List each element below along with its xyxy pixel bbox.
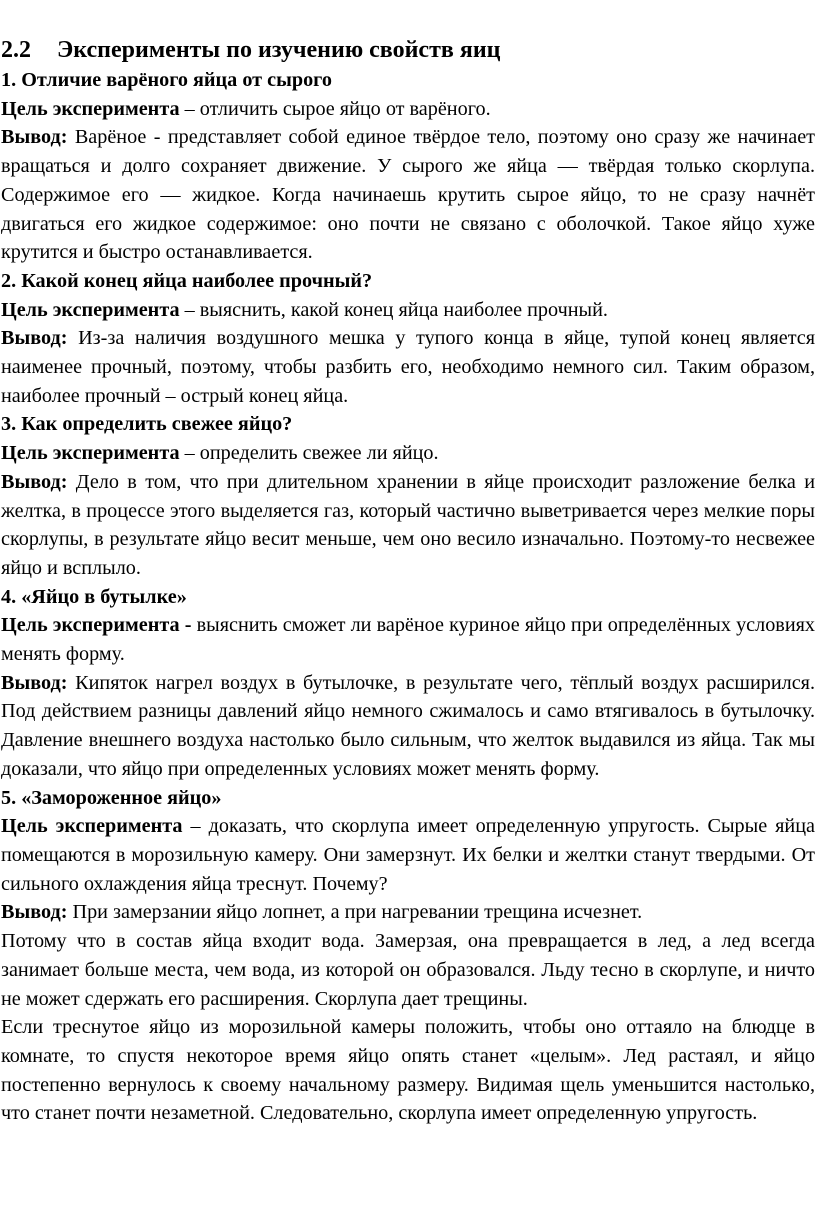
goal-text: – доказать, что скорлупа имеет определенную упругость. Сырые яйца помещаются в морозильную камеру. Они замерзнут. Их белки и желтки станут твердыми. От сильного охлаждения яйца треснут. Почему? [1,815,816,895]
goal-label: Цель эксперимента - [1,614,192,637]
section-title [1,32,815,68]
experiment-goal-4 [1,611,815,668]
result-text: При замерзании яйцо лопнет, а при нагревании трещина исчезнет. [72,901,643,924]
experiment-result-2 [1,324,815,410]
goal-text: – определить свежее ли яйцо. [184,442,439,465]
experiment-heading-2: 2. Какой конец яйца наиболее прочный? [1,269,373,292]
result-label: Вывод: [1,126,68,149]
experiment-heading-1: 1. Отличие варёного яйца от сырого [1,69,332,91]
goal-label: Цель эксперимента [1,97,180,120]
experiment-goal-1 [1,95,815,124]
experiment-goal-3 [1,439,815,468]
goal-label: Цель эксперимента [1,815,183,838]
result-text: Дело в том, что при длительном хранении в яйце происходит разложение белка и желтка, в процессе этого выделяется газ, который частично выветривается через мелкие поры скорлупы, в результате яйцо весит меньше, чем оно весило изначально. Поэтому-то несвежее яйцо и всплыло. [1,470,815,579]
goal-label: Цель эксперимента [1,442,180,465]
experiment-goal-2 [1,296,815,325]
experiment-result-5 [1,898,815,927]
experiment-heading-3: 3. Как определить свежее яйцо? [1,413,293,436]
explanation-paragraph-2: Если треснутое яйцо из морозильной камеры положить, чтобы оно оттаяло на блюдце в комнате, то спустя некоторое время яйцо опять станет «целым». Лед растаял, и яйцо постепенно вернулось к своему начальному размеру. Видимая щель уменьшится настолько, что станет почти незаметной. Следовательно, скорлупа имеет определенную упругость. [1,1016,815,1125]
section-title-text: Эксперименты по изучению свойств яиц [57,37,501,63]
result-label: Вывод: [1,470,68,493]
experiment-heading-5: 5. «Замороженное яйцо» [1,786,222,809]
explanation-paragraph-1: Потому что в состав яйца входит вода. Замерзая, она превращается в лед, а лед всегда занимает больше места, чем вода, из которой он образовался. Льду тесно в скорлупе, и ничто не может сдержать его расширения. Скорлупа дает трещины. [1,930,815,1010]
experiment-result-1 [1,123,815,267]
experiment-result-3 [1,468,815,583]
result-text: Из-за наличия воздушного мешка у тупого конца в яйце, тупой конец является наименее прочный, поэтому, чтобы разбить его, необходимо немного сил. Таким образом, наиболее прочный – острый конец яйца. [1,327,816,407]
experiment-heading-4: 4. «Яйцо в бутылке» [1,585,187,608]
result-label: Вывод: [1,901,68,924]
experiment-goal-5 [1,812,815,898]
section-number: 2.2 [1,37,31,63]
goal-text: – отличить сырое яйцо от варёного. [184,97,491,120]
goal-label: Цель эксперимента [1,298,180,321]
result-text: Кипяток нагрел воздух в бутылочке, в результате чего, тёплый воздух расширился. Под действием разницы давлений яйцо немного сжималось и само втягивалось в бутылочку. Давление внешнего воздуха настолько было сильным, что желток выдавился из яйца. Так мы доказали, что яйцо при определенных условиях может менять форму. [1,671,816,780]
result-label: Вывод: [1,327,68,350]
experiment-result-4 [1,669,815,784]
result-text: Варёное - представляет собой единое твёрдое тело, поэтому оно сразу же начинает вращаться и долго сохраняет движение. У сырого же яйца — твёрдая только скорлупа. Содержимое его — жидкое. Когда начинаешь крутить сырое яйцо, то не сразу начнёт двигаться его жидкое содержимое: оно почти не связано с оболочкой. Такое яйцо хуже крутится и быстро останавливается. [1,126,815,264]
goal-text: – выяснить, какой конец яйца наиболее прочный. [184,298,608,321]
result-label: Вывод: [1,671,68,694]
goal-text: выяснить сможет ли варёное куриное яйцо при определённых условиях менять форму. [1,614,816,666]
